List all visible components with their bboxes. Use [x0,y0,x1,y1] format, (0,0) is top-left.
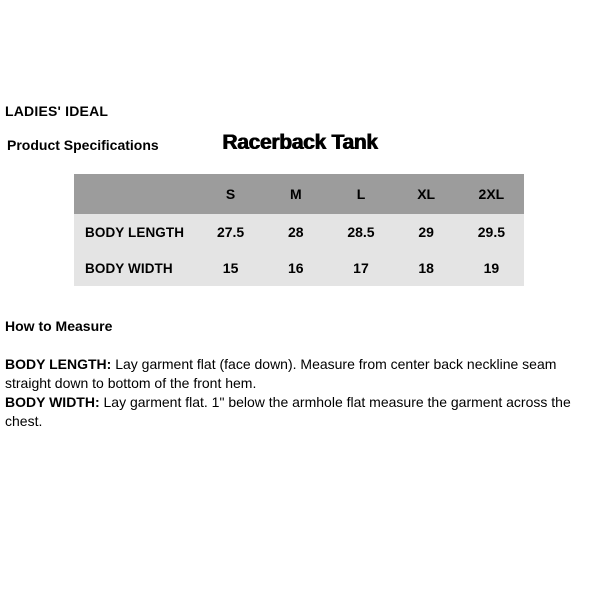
brand-title: LADIES' IDEAL [5,103,109,119]
row-label: BODY LENGTH [85,224,185,240]
measurement-value: 19 [483,260,500,276]
table-row-body-width [74,250,524,286]
size-col-header: S [225,186,236,202]
measure-description: Lay garment flat (face down). Measure from center back neckline seam straight down to bottom of the front hem. [5,356,557,391]
measurement-value: 28 [287,224,304,240]
measurement-value: 28.5 [347,224,375,240]
section-label: Product Specifications [7,137,159,153]
size-chart-corner-cell [74,174,198,214]
size-col-header: M [289,186,302,202]
measurement-value: 16 [287,260,304,276]
row-label: BODY WIDTH [85,260,173,276]
measure-item-body-length [5,355,596,392]
measure-description: Lay garment flat. 1" below the armhole flat measure the garment across the chest. [5,394,571,429]
table-row-body-length [74,214,524,250]
measurement-value: 27.5 [216,224,245,240]
measure-item-body-width [5,393,596,430]
measurement-value: 15 [222,260,239,276]
measure-term: BODY LENGTH: [5,356,112,372]
measurement-value: 17 [353,260,369,276]
measurement-value: 29 [418,224,434,240]
measurement-value: 18 [418,260,434,276]
product-name: Racerback Tank [222,131,378,154]
size-chart-header-row [74,174,524,214]
size-col-header: L [356,186,366,202]
measure-term: BODY WIDTH: [5,394,100,410]
measurement-value: 29.5 [477,224,505,240]
size-col-header: XL [417,186,436,202]
size-chart-table [74,174,524,286]
how-to-measure-heading: How to Measure [5,318,113,334]
size-col-header: 2XL [478,186,505,202]
